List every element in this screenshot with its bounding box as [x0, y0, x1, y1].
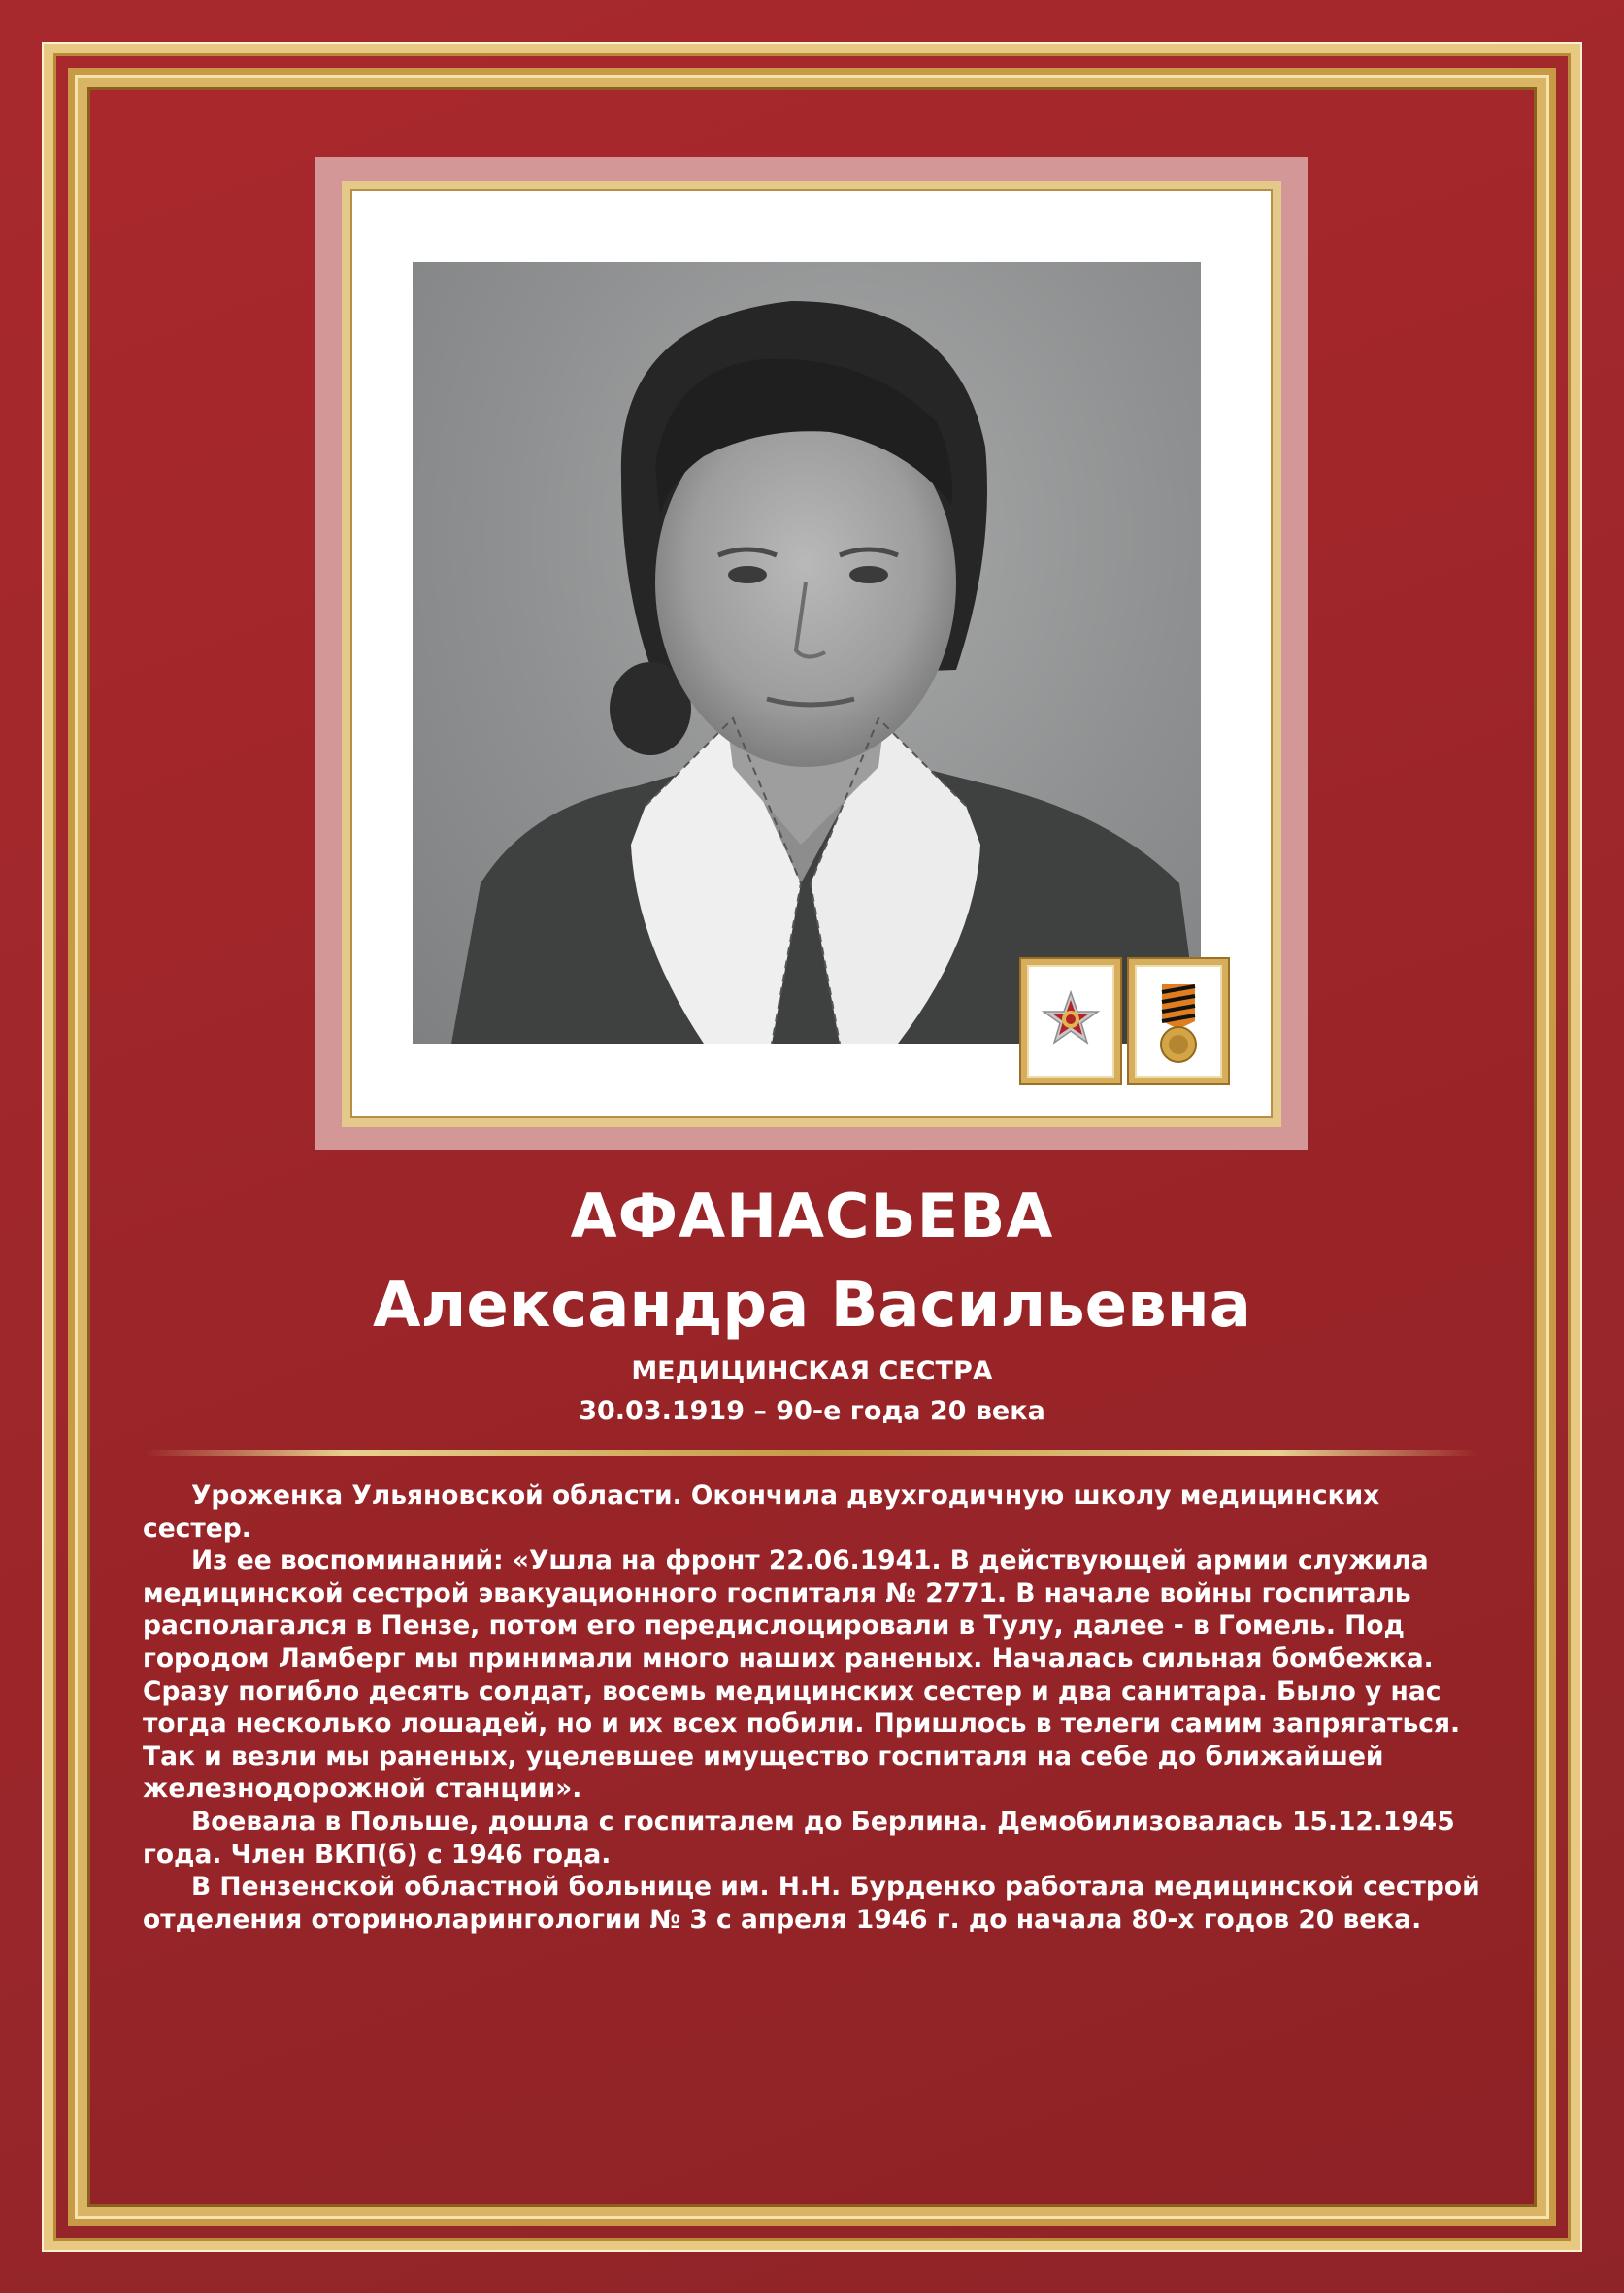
bio-paragraph: Из ее воспоминаний: «Ушла на фронт 22.06.1941. В действующей армии служила медицинской сестрой эвакуационного госпиталя № 2771. В начале войны госпиталь располагался в Пензе, потом его передислоцировали в Тулу, далее - в Гомель. Под городом Ламберг мы принимали много наших раненых. Началась сильная бомбежка. Сразу погибло десять солдат, восемь медицинских сестер и два санитара. Было у нас тогда несколько лошадей, но и их всех побили. Пришлось в телеги самим запрягаться. Так и везли мы раненых, уцелевшее имущество госпиталя на себе до ближайшей железнодорожной станции».: [143, 1545, 1461, 1805]
bio-paragraph: В Пензенской областной больнице им. Н.Н. Бурденко работала медицинской сестрой отделения оториноларингологии № 3 с апреля 1946 г. до начала 80-х годов 20 века.: [143, 1872, 1480, 1935]
surname: АФАНАСЬЕВА: [570, 1180, 1054, 1251]
life-dates: 30.03.1919 – 90-е года 20 века: [579, 1396, 1045, 1426]
medal-victory-over-germany-icon: [1129, 959, 1228, 1083]
profession: МЕДИЦИНСКАЯ СЕСТРА: [631, 1356, 993, 1386]
gold-divider: [146, 1450, 1478, 1456]
portrait-photo: [413, 262, 1201, 1044]
given-name: Александра Васильевна: [373, 1270, 1251, 1342]
bio-paragraph: Уроженка Ульяновской области. Окончила двухгодичную школу медицинских сестер.: [143, 1480, 1380, 1544]
bio-paragraph: Воевала в Польше, дошла с госпиталем до Берлина. Демобилизовалась 15.12.1945 года. Член ВКП(б) с 1946 года.: [143, 1806, 1455, 1870]
order-patriotic-war-icon: [1021, 959, 1120, 1083]
biography: [143, 1479, 1482, 1936]
